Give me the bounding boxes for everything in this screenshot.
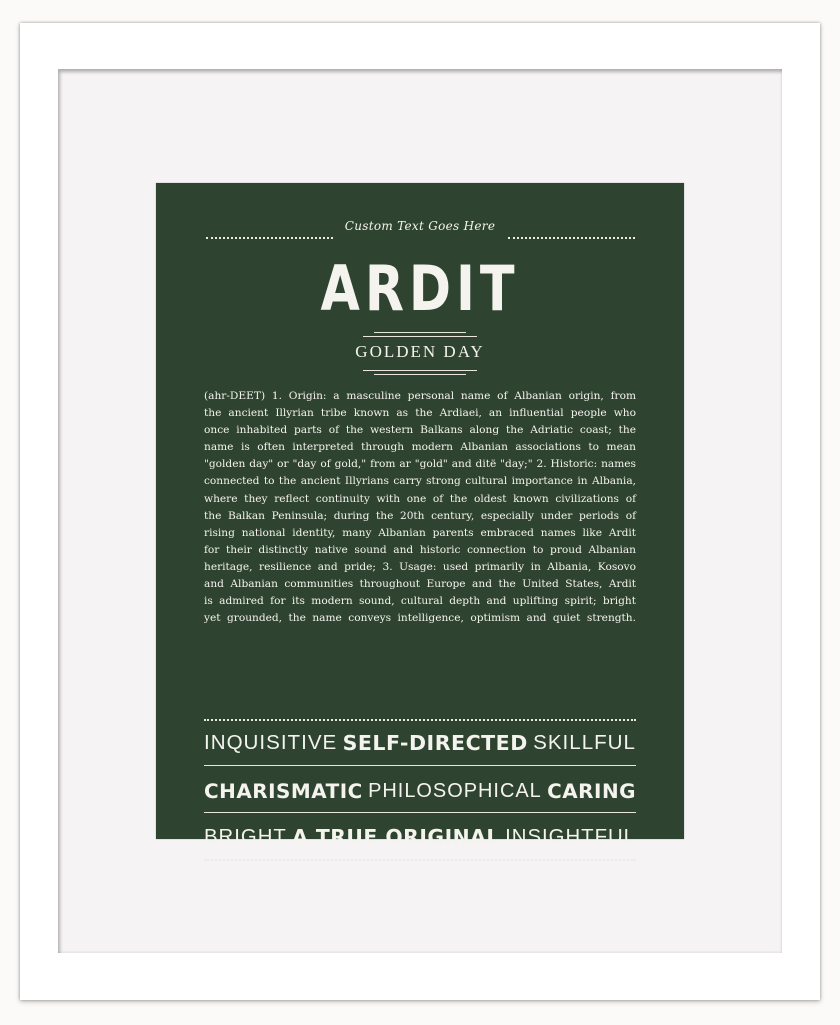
trait-word: BRIGHT [204,825,287,848]
traits-row-2 [204,773,636,809]
name-print [156,183,684,849]
trait-word: CHARISMATIC [204,779,363,803]
trait-word: INSIGHTFUL [505,825,636,848]
name-meaning: GOLDEN DAY [355,342,485,361]
custom-text: Custom Text Goes Here [344,219,496,233]
traits-top-dotted-rule [204,719,636,721]
trait-word: SKILLFUL [533,731,636,754]
definition-line: connected to the ancient Illyrians carry strong cultural importance in Albania, [204,475,636,488]
definition-line: for their distinctly native sound and historic connection to proud Albanian [204,543,636,556]
rule-above-meaning-2 [363,336,477,337]
trait-word: CARING [547,779,636,803]
trait-word: A TRUE ORIGINAL [292,825,500,849]
traits-divider-2 [204,812,636,813]
definition-line: yet grounded, the name conveys intelligence, optimism and quiet strength. [204,612,636,625]
definition-line: is admired for its modern sound, cultural depth and uplifting spirit; bright [204,595,636,608]
traits-bottom-dotted-rule [204,859,636,861]
definition-line: "golden day" or "day of gold," from ar "gold" and ditë "day;" 2. Historic: names [204,458,636,471]
traits-divider-1 [204,765,636,766]
definition-line: (ahr-DEET) 1. Origin: a masculine personal name of Albanian origin, from [204,390,636,402]
trait-word: SELF-DIRECTED [342,731,528,755]
trait-word: PHILOSOPHICAL [368,779,542,802]
top-left-dotted-rule [206,237,333,239]
traits-row-1 [204,725,636,761]
definition-line: the Balkan Peninsula; during the 20th century, especially under periods of [204,509,636,522]
top-right-dotted-rule [508,237,635,239]
traits-row-3 [204,819,636,855]
definition-line: heritage, resilience and pride; 3. Usage: used primarily in Albania, Kosovo [204,560,636,573]
rule-above-meaning [374,332,466,333]
definition-line: once inhabited parts of the western Balkans along the Adriatic coast; the [204,424,636,437]
name-title: ARDIT [320,252,520,325]
rule-below-meaning [363,370,477,371]
definition-line: rising national identity, many Albanian parents embraced names like Ardit [204,526,636,539]
definition-line: and Albanian communities throughout Europe and the United States, Ardit [204,578,636,591]
definition-line: the ancient Illyrian tribe known as the Ardiaei, an influential people who [204,407,636,420]
trait-word: INQUISITIVE [204,731,338,754]
definition-line: name is often interpreted through modern Albanian associations to mean [204,441,636,454]
picture-frame [20,23,820,1000]
rule-below-meaning-2 [374,374,466,375]
definition-line: where they reflect continuity with one of the oldest known civilizations of [204,492,636,505]
mat-board [58,69,782,953]
name-definition [204,388,636,627]
